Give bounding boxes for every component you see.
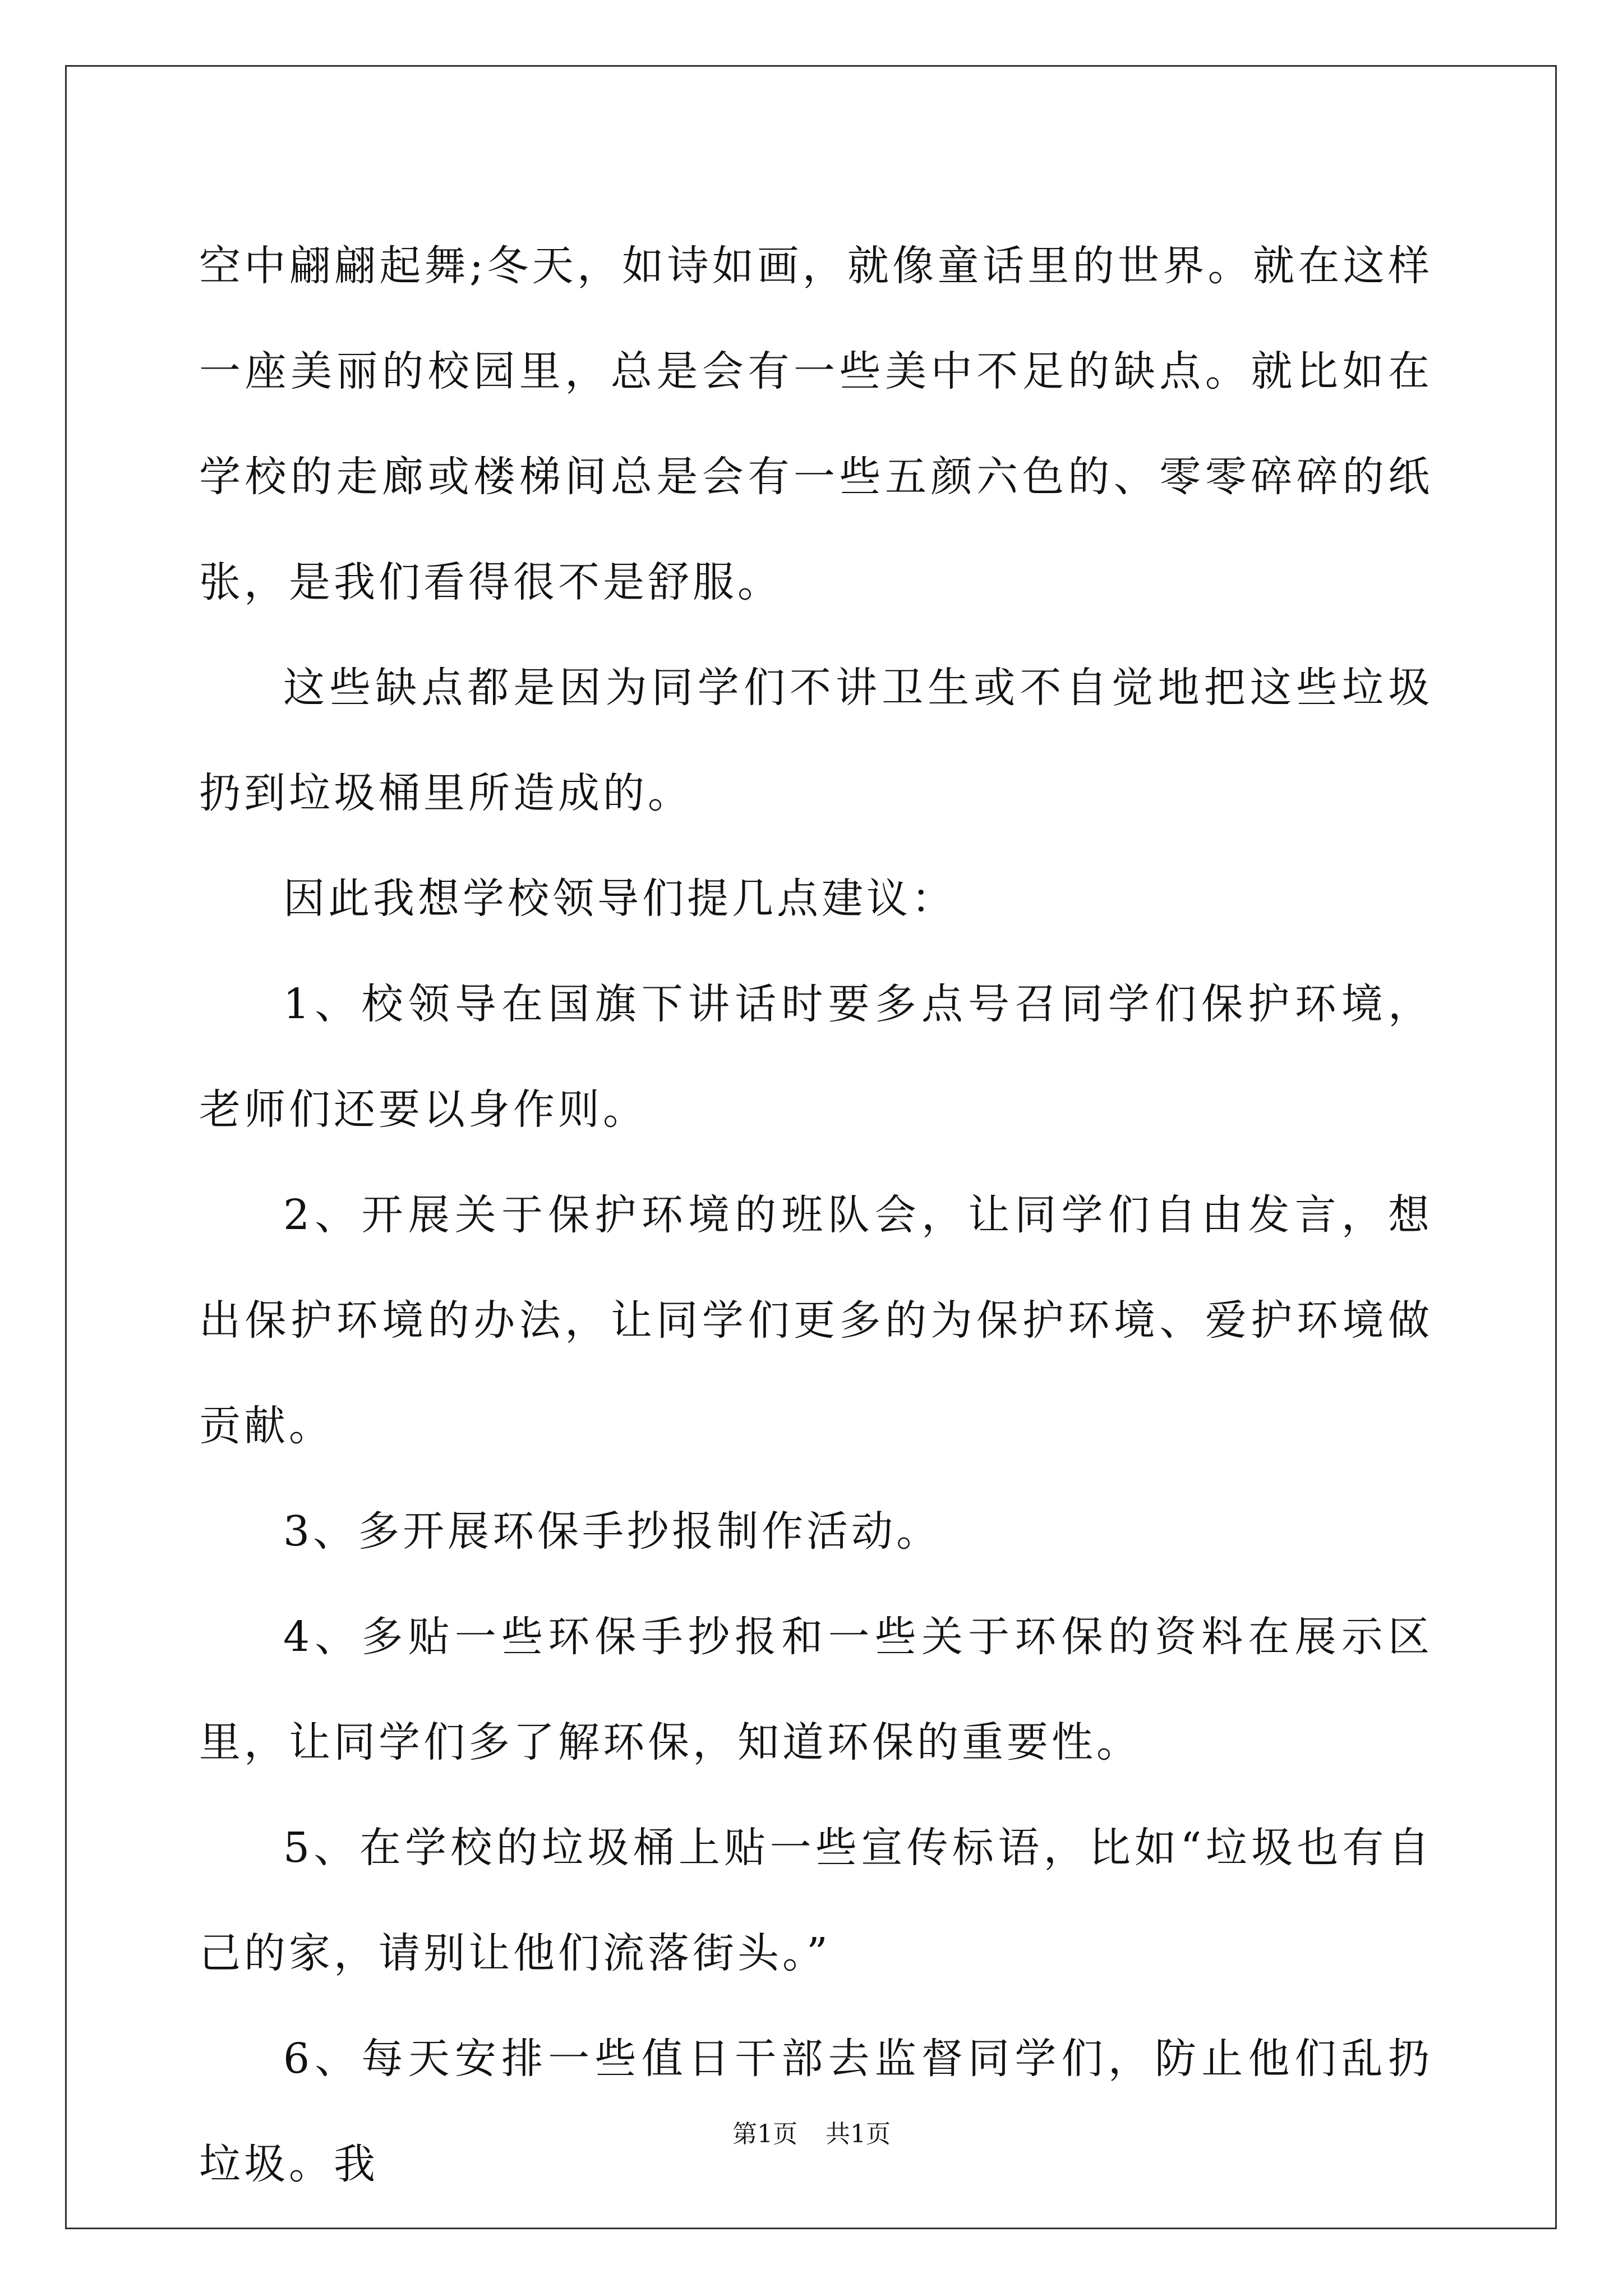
paragraph-3: 1、校领导在国旗下讲话时要多点号召同学们保护环境，老师们还要以身作则。 bbox=[199, 980, 1433, 1134]
document-body bbox=[199, 213, 1433, 2217]
paragraph-2: 因此我想学校领导们提几点建议： bbox=[283, 875, 956, 923]
page-number: 第1页 bbox=[732, 2120, 797, 2148]
page-footer bbox=[0, 2118, 1623, 2151]
paragraph-5: 3、多开展环保手抄报制作活动。 bbox=[283, 1507, 942, 1556]
paragraph-4: 2、开展关于保护环境的班队会，让同学们自由发言，想出保护环境的办法，让同学们更多的为保护环境、爱护环境做贡献。 bbox=[199, 1191, 1433, 1450]
page-total: 共1页 bbox=[826, 2120, 891, 2148]
paragraph-0: 空中翩翩起舞;冬天，如诗如画，就像童话里的世界。就在这样一座美丽的校园里，总是会有一些美中不足的缺点。就比如在学校的走廊或楼梯间总是会有一些五颜六色的、零零碎碎的纸张，是我们看得很不是舒服。 bbox=[199, 242, 1433, 606]
paragraph-7: 5、在学校的垃圾桶上贴一些宣传标语，比如“垃圾也有自己的家，请别让他们流落街头。” bbox=[199, 1824, 1433, 1977]
paragraph-1: 这些缺点都是因为同学们不讲卫生或不自觉地把这些垃圾扔到垃圾桶里所造成的。 bbox=[199, 664, 1433, 817]
paragraph-6: 4、多贴一些环保手抄报和一些关于环保的资料在展示区里，让同学们多了解环保，知道环保的重要性。 bbox=[199, 1613, 1433, 1766]
paragraph-8: 6、每天安排一些值日干部去监督同学们，防止他们乱扔垃圾。我 bbox=[199, 2035, 1433, 2188]
